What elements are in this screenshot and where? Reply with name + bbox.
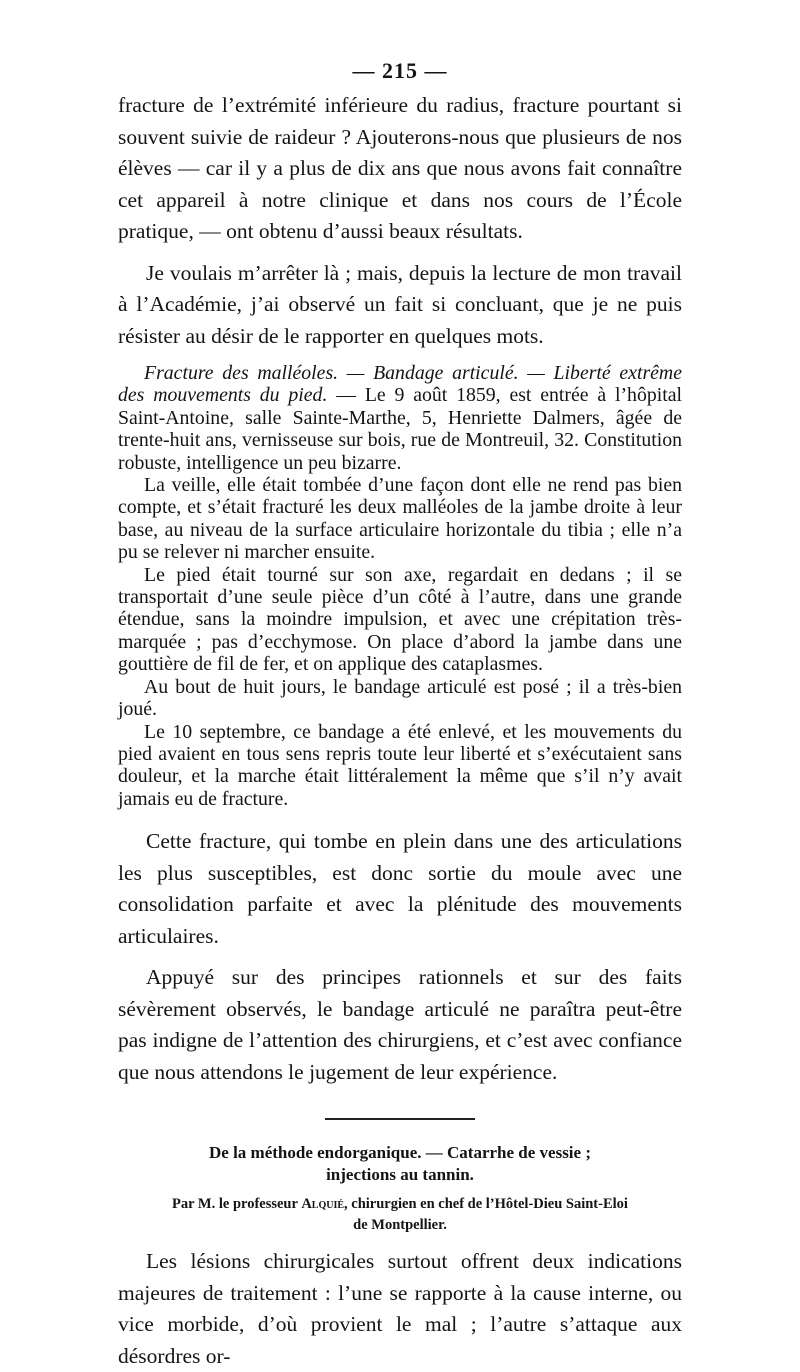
- byline-city: de Montpellier.: [353, 1217, 447, 1234]
- article-opening-paragraph: Les lésions chirurgicales surtout offrent deux indications majeures de traitement : l’une se rapporte à la cause interne, ou vice morbide, d’où provient le mal ; l’autre s’attaque aux désordres or-: [118, 1249, 682, 1368]
- observation-block: [118, 362, 682, 810]
- observation-heading-paragraph: [118, 362, 682, 474]
- conclusion-paragraph-1: Cette fracture, qui tombe en plein dans une des articulations les plus susceptibles, est donc sortie du moule avec une consolidation parfaite et avec la plénitude des mouvements articulaires.: [118, 829, 682, 948]
- observation-paragraph-2: Le pied était tourné sur son axe, regardait en dedans ; il se transportait d’une seule pièce d’un côté à l’autre, dans une grande étendue, sans la moindre impulsion, et avec une crépitation très-marquée ; pas d’ecchymose. On place d’abord la jambe dans une gouttière de fil de fer, et on applique des cataplasmes.: [118, 563, 682, 676]
- observation-paragraph-3: Au bout de huit jours, le bandage articulé est posé ; il a très-bien joué.: [118, 675, 682, 721]
- section-divider: [325, 1118, 475, 1120]
- observation-paragraph-4: Le 10 septembre, ce bandage a été enlevé, et les mouvements du pied avaient en tous sens repris toute leur liberté et s’exécutaient sans douleur, et la marche était littéralement la même que s’il n’y avait jamais eu de fracture.: [118, 720, 682, 810]
- article-title: [118, 1142, 682, 1186]
- paragraph-gap: [118, 1236, 682, 1246]
- observation-title: Fracture des malléoles. — Bandage articulé. — Liberté extrême des mouvements du pied.: [118, 362, 682, 407]
- section-gap: [118, 810, 682, 826]
- page-number: — 215 —: [352, 58, 448, 83]
- conclusion-paragraph-2: Appuyé sur des principes rationnels et sur des faits sévèrement observés, le bandage articulé ne paraîtra peut-être pas indigne de l’attention des chirurgiens, et c’est avec confiance que nous attendons le jugement de leur expérience.: [118, 965, 682, 1084]
- byline-affiliation: , chirurgien en chef de l’Hôtel-Dieu Saint-Eloi: [344, 1196, 628, 1213]
- observation-paragraph-1: La veille, elle était tombée d’une façon dont elle ne rend pas bien compte, et s’était fracturé les deux malléoles de la jambe droite à leur base, au niveau de la surface articulaire horizontale du tibia ; elle n’a pu se relever ni marcher ensuite.: [118, 474, 682, 564]
- paragraph-gap: [118, 248, 682, 258]
- author-name: Alquié: [301, 1196, 345, 1213]
- article-byline: [118, 1194, 682, 1236]
- observation-intro-text: — Le 9 août 1859, est entrée à l’hôpital Saint-Antoine, salle Sainte-Marthe, 5, Henriette Dalmers, âgée de trente-huit ans, vernisseuse sur bois, rue de Montreuil, 32. Constitution robuste, intelligence un peu bizarre.: [118, 384, 683, 474]
- byline-prefix: Par M. le professeur: [172, 1196, 302, 1213]
- article-title-line-1: De la méthode endorganique. — Catarrhe de vessie ;: [209, 1143, 591, 1163]
- intro-paragraph-2: Je voulais m’arrêter là ; mais, depuis la lecture de mon travail à l’Académie, j’ai observé un fait si concluant, que je ne puis résister au désir de le rapporter en quelques mots.: [118, 260, 682, 348]
- book-page: [118, 58, 682, 1372]
- article-title-line-2: injections au tannin.: [326, 1165, 474, 1185]
- paragraph-gap: [118, 952, 682, 962]
- intro-paragraph-1: fracture de l’extrémité inférieure du radius, fracture pourtant si souvent suivie de raideur ? Ajouterons-nous que plusieurs de nos élèves — car il y a plus de dix ans que nous avons fait connaître cet appareil à notre clinique et dans nos cours de l’École pratique, — ont obtenu d’aussi beaux résultats.: [118, 93, 682, 243]
